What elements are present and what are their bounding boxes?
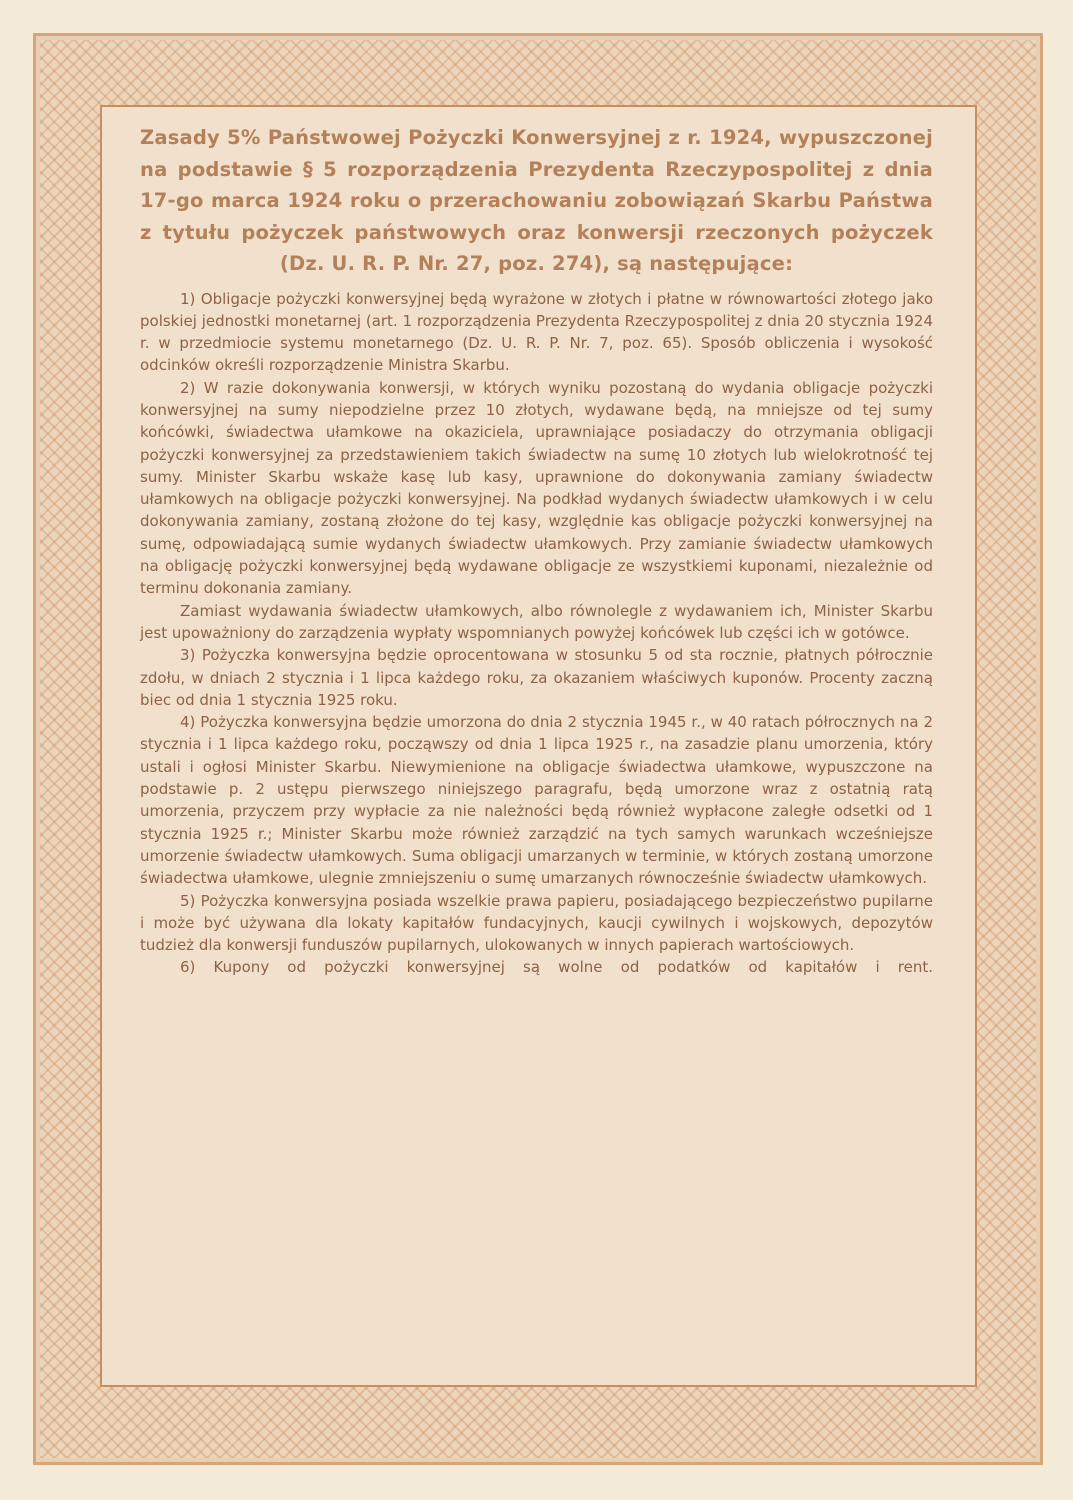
paragraph-1: 1) Obligacje pożyczki konwersyjnej będą wyrażone w złotych i płatne w równowartości złotego jako polskiej jednostki monetarnej (art. 1 rozporządzenia Prezydenta Rzeczypospolitej z dnia 20 stycznia 1924 r. w przedmiocie systemu monetarnego (Dz. U. R. P. Nr. 7, poz. 65). Sposób obliczenia i wysokość odcinków określi rozporządzenie Ministra Skarbu.: [140, 289, 933, 375]
document-heading: Zasady 5% Państwowej Pożyczki Konwersyjnej z r. 1924, wypuszczonej na podstawie § 5 rozporządzenia Prezydenta Rzeczypospolitej z dnia 17-go marca 1924 roku o przerachowaniu zobowiązań Skarbu Państwa z tytułu pożyczek państwowych oraz konwersji rzeczonych pożyczek (Dz. U. R. P. Nr. 27, poz. 274), są następujące:: [140, 126, 933, 275]
paragraph-6: 6) Kupony od pożyczki konwersyjnej są wolne od podatków od kapitałów i rent.: [180, 958, 933, 977]
paragraph-4: 4) Pożyczka konwersyjna będzie umorzona do dnia 2 stycznia 1945 r., w 40 ratach półrocznych na 2 stycznia i 1 lipca każdego roku, począwszy od dnia 1 lipca 1925 r., na zasadzie planu umorzenia, który ustali i ogłosi Minister Skarbu. Niewymienione na obligacje świadectwa ułamkowe, wypuszczone na podstawie p. 2 ustępu pierwszego niniejszego paragrafu, będą umorzone wraz z ostatnią ratą umorzenia, przyczem przy wypłacie za nie należności będą również wypłacone zaległe odsetki od 1 stycznia 1925 r.; Minister Skarbu może również zarządzić na tych samych warunkach wcześniejsze umorzenie świadectw ułamkowych. Suma obligacji umarzanych w terminie, w których zostaną umorzone świadectwa ułamkowe, ulegnie zmniejszeniu o sumę umarzanych równocześnie świadectw ułamkowych.: [140, 713, 933, 888]
paragraph-3: 3) Pożyczka konwersyjna będzie oprocentowana w stosunku 5 od sta rocznie, płatnych półrocznie zdołu, w dniach 2 stycznia i 1 lipca każdego roku, za okazaniem właściwych kuponów. Procenty zaczną biec od dnia 1 stycznia 1925 roku.: [140, 646, 933, 709]
paragraph-5: 5) Pożyczka konwersyjna posiada wszelkie prawa papieru, posiadającego bezpieczeństwo pupilarne i może być używana dla lokaty kapitałów fundacyjnych, kaucji cywilnych i wojskowych, depozytów tudzież dla konwersji funduszów pupilarnych, ulokowanych w innych papierach wartościowych.: [140, 891, 933, 955]
document-text: [140, 122, 933, 979]
paragraph-2: 2) W razie dokonywania konwersji, w których wyniku pozostaną do wydania obligacje pożyczki konwersyjnej na sumy niepodzielne przez 10 złotych, wydawane będą, na mniejsze od tej sumy końcówki, świadectwa ułamkowe na okaziciela, uprawniające posiadaczy do otrzymania obligacji pożyczki konwersyjnej za przedstawieniem takich świadectw na sumę 10 złotych lub wielokrotność tej sumy. Minister Skarbu wskaże kasę lub kasy, uprawnione do dokonywania zamiany świadectw ułamkowych na obligacje pożyczki konwersyjnej. Na podkład wydanych świadectw ułamkowych i w celu dokonywania zamiany, zostaną złożone do tej kasy, względnie kas obligacje pożyczki konwersyjnej na sumę, odpowiadającą sumie wydanych świadectw ułamkowych. Przy zamianie świadectw ułamkowych na obligację pożyczki konwersyjnej będą wydawane obligacje ze wszystkiemi kuponami, niezależnie od terminu dokonania zamiany.: [140, 378, 933, 598]
paragraph-2b: Zamiast wydawania świadectw ułamkowych, albo równolegle z wydawaniem ich, Minister Skarbu jest upoważniony do zarządzenia wypłaty wspomnianych powyżej końcówek lub części ich w gotówce.: [140, 601, 933, 642]
